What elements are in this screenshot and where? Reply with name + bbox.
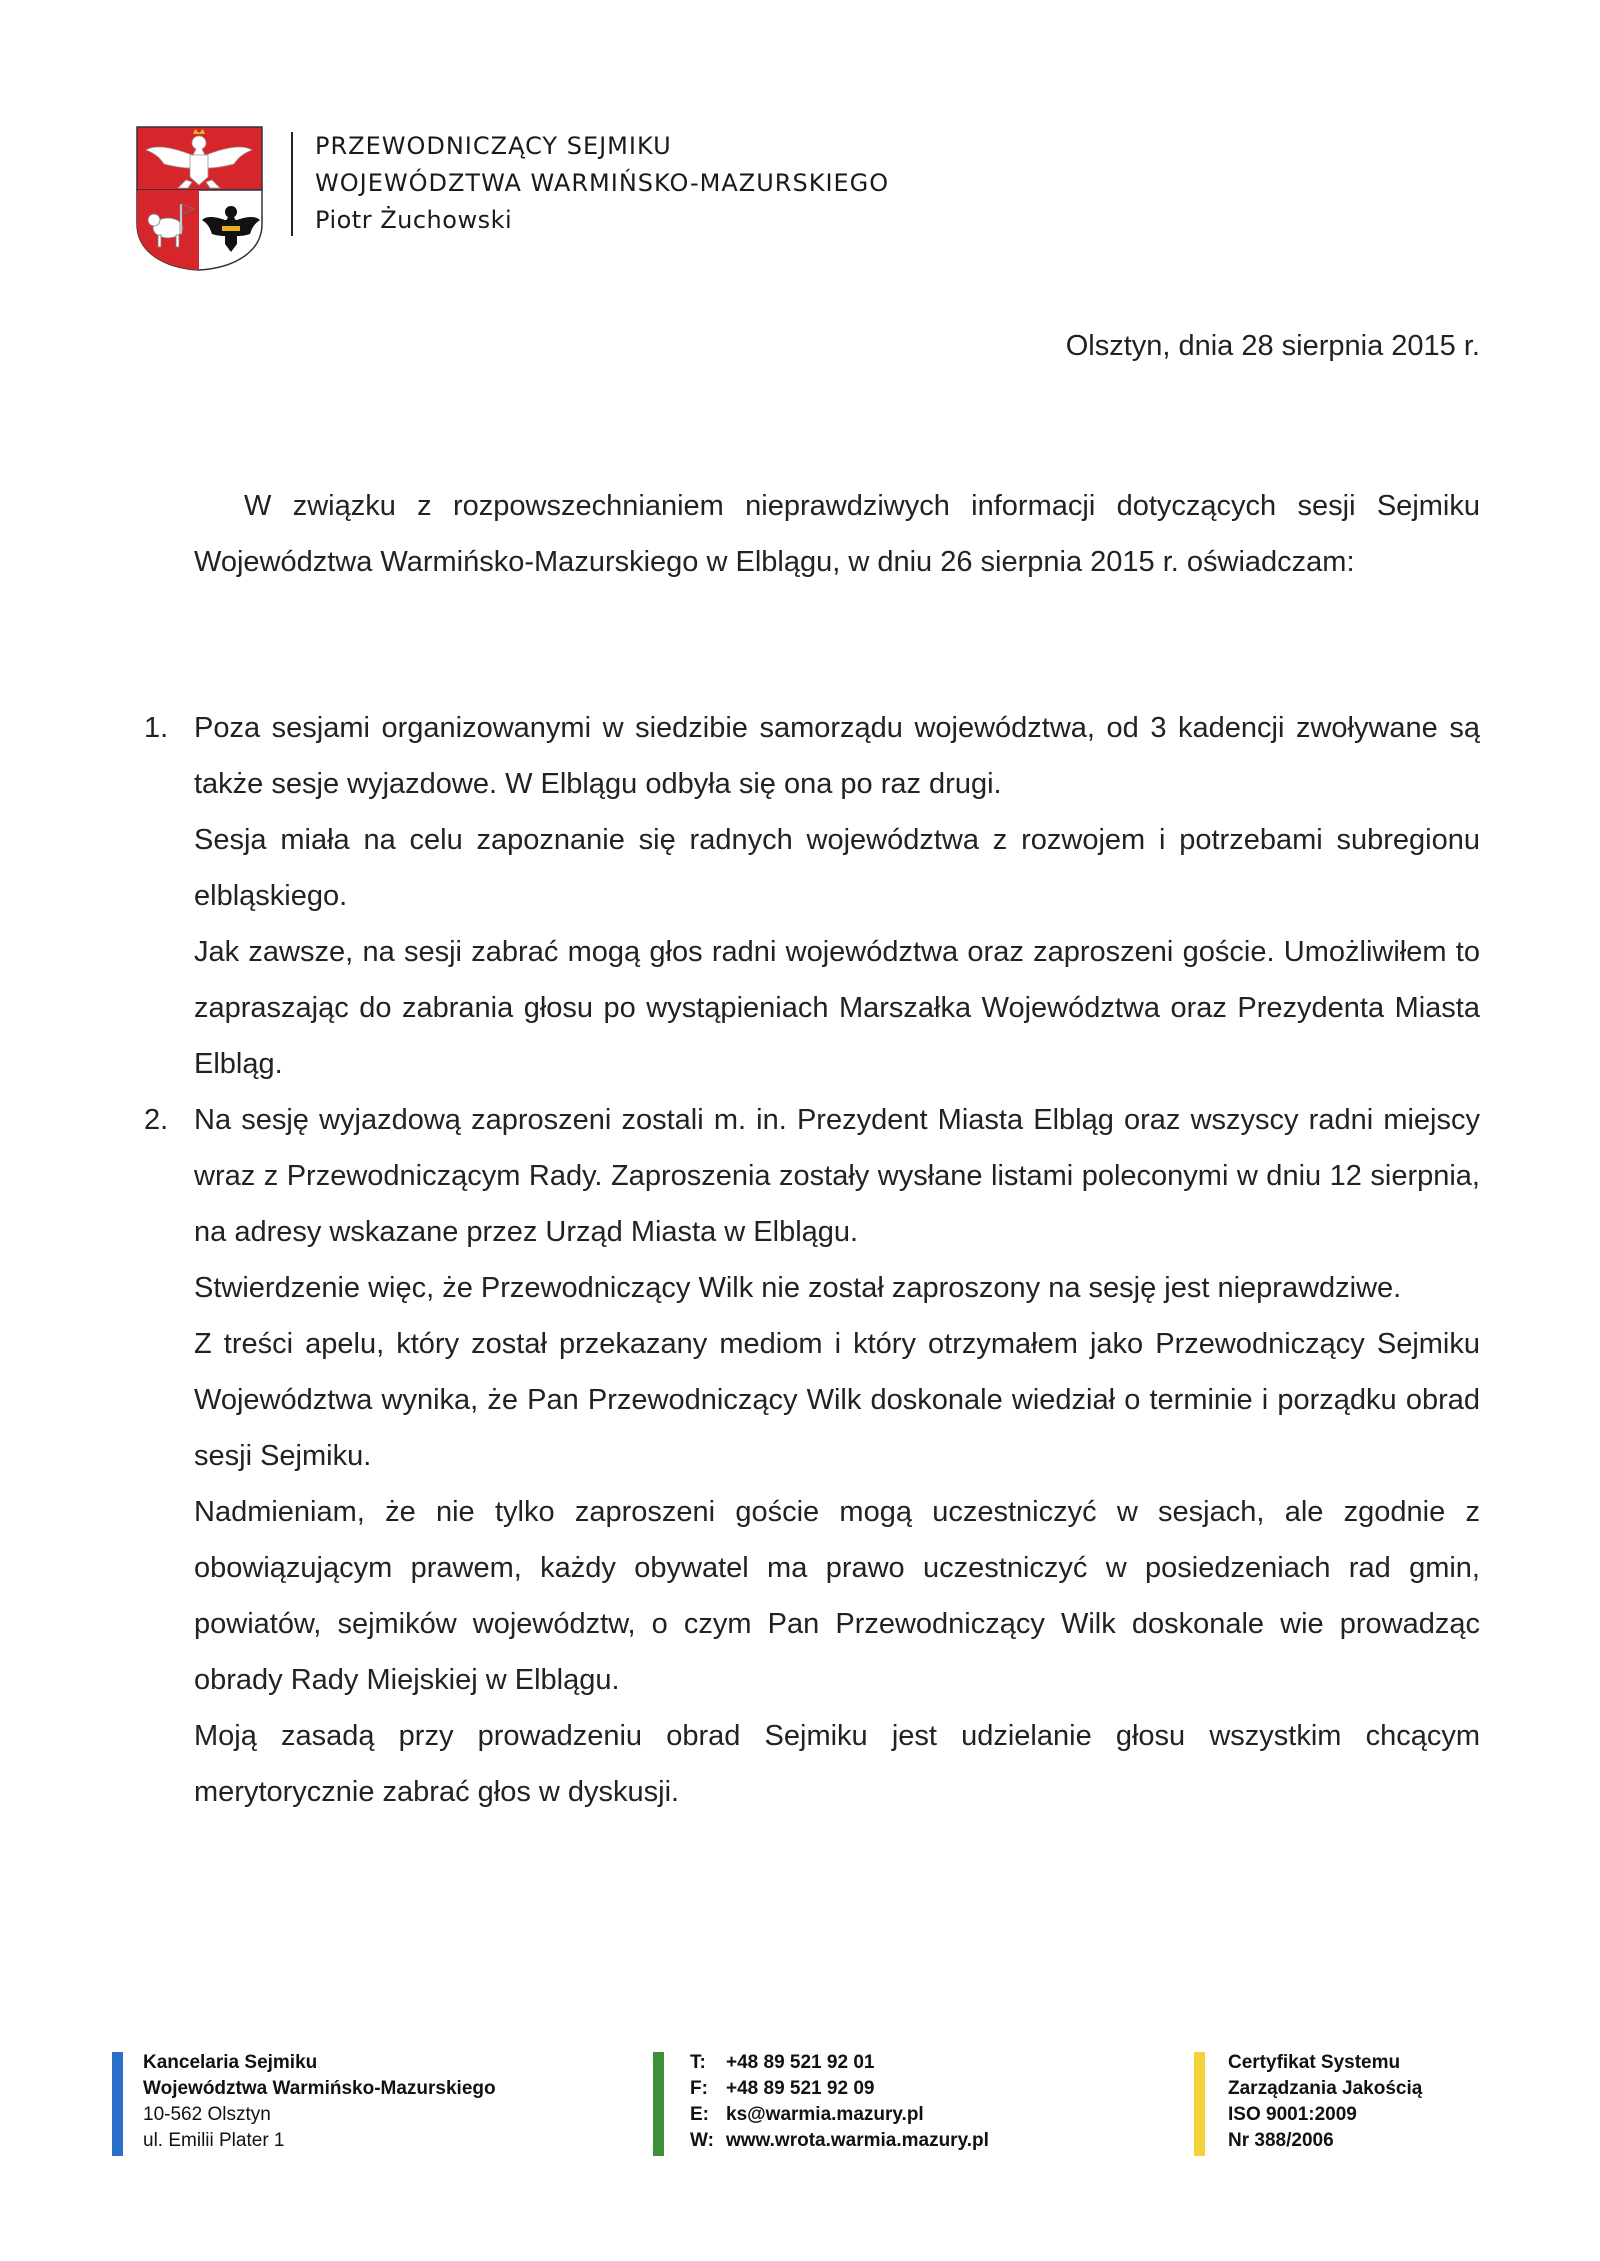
footer-yellow-bar xyxy=(1194,2052,1205,2156)
intro-paragraph: W związku z rozpowszechnianiem nieprawdziwych informacji dotyczących sesji Sejmiku Województwa Warmińsko-Mazurskiego w Elblągu, w dniu 26 sierpnia 2015 r. oświadczam: xyxy=(194,490,1480,578)
cert-line4: Nr 388/2006 xyxy=(1228,2130,1334,2151)
cert-line3: ISO 9001:2009 xyxy=(1228,2104,1357,2125)
paragraph: Na sesję wyjazdową zaproszeni zostali m. in. Prezydent Miasta Elbląg oraz wszyscy radni miejscy wraz z Przewodniczącym Rady. Zaproszenia zostały wysłane listami poleconymi w dniu 12 sierpnia, na adresy wskazane przez Urząd Miasta w Elblągu. xyxy=(194,1104,1480,1248)
list-number: 2. xyxy=(144,1104,169,1136)
footer-blue-bar xyxy=(112,2052,123,2156)
web-value: www.wrota.warmia.mazury.pl xyxy=(726,2130,989,2151)
footer-green-bar xyxy=(653,2052,664,2156)
email-value: ks@warmia.mazury.pl xyxy=(726,2104,924,2125)
paragraph: Stwierdzenie więc, że Przewodniczący Wilk nie został zaproszony na sesję jest nieprawdziwe. xyxy=(194,1272,1402,1304)
footer-certificate xyxy=(1228,2050,1422,2154)
phone-value: +48 89 521 92 01 xyxy=(726,2052,875,2073)
paragraph: Z treści apelu, który został przekazany mediom i który otrzymałem jako Przewodniczący Sejmiku Województwa wynika, że Pan Przewodniczący Wilk doskonale wiedział o terminie i porządku obrad sesji Sejmiku. xyxy=(194,1328,1480,1472)
paragraph: Jak zawsze, na sesji zabrać mogą głos radni województwa oraz zaproszeni goście. Umożliwiłem to zapraszając do zabrania głosu po wystąpieniach Marszałka Województwa oraz Prezydenta Miasta Elbląg. xyxy=(194,936,1480,1080)
intro-section xyxy=(194,478,1480,590)
coat-of-arms-icon xyxy=(134,124,265,272)
office-line3: 10-562 Olsztyn xyxy=(143,2104,271,2125)
header-title-line2: WOJEWÓDZTWA WARMIŃSKO-MAZURSKIEGO xyxy=(315,169,890,197)
paragraph: Poza sesjami organizowanymi w siedzibie samorządu województwa, od 3 kadencji zwoływane są także sesje wyjazdowe. W Elblągu odbyła się ona po raz drugi. xyxy=(194,712,1480,800)
header-title-line1: PRZEWODNICZĄCY SEJMIKU xyxy=(315,132,672,160)
email-label: E: xyxy=(690,2104,709,2125)
paragraph: Nadmieniam, że nie tylko zaproszeni goście mogą uczestniczyć w sesjach, ale zgodnie z obowiązującym prawem, każdy obywatel ma prawo uczestniczyć w posiedzeniach rad gmin, powiatów, sejmików województw, o czym Pan Przewodniczący Wilk doskonale wie prowadząc obrady Rady Miejskiej w Elblągu. xyxy=(194,1496,1480,1696)
header-name: Piotr Żuchowski xyxy=(315,206,513,234)
footer-contact xyxy=(690,2050,989,2154)
list-item xyxy=(144,1092,1480,1820)
statement-list xyxy=(144,700,1480,1820)
paragraph: Sesja miała na celu zapoznanie się radnych województwa z rozwojem i potrzebami subregionu elbląskiego. xyxy=(194,824,1480,912)
cert-line2: Zarządzania Jakością xyxy=(1228,2078,1423,2099)
phone-label: T: xyxy=(690,2052,706,2073)
fax-label: F: xyxy=(690,2078,708,2099)
office-line1: Kancelaria Sejmiku xyxy=(143,2052,318,2073)
letterhead xyxy=(315,128,889,239)
web-label: W: xyxy=(690,2130,714,2151)
office-line2: Województwa Warmińsko-Mazurskiego xyxy=(143,2078,496,2099)
letter-date: Olsztyn, dnia 28 sierpnia 2015 r. xyxy=(1065,330,1480,362)
list-number: 1. xyxy=(144,712,169,744)
office-line4: ul. Emilii Plater 1 xyxy=(143,2130,285,2151)
list-item xyxy=(144,700,1480,1092)
fax-value: +48 89 521 92 09 xyxy=(726,2078,875,2099)
paragraph: Moją zasadą przy prowadzeniu obrad Sejmiku jest udzielanie głosu wszystkim chcącym merytorycznie zabrać głos w dyskusji. xyxy=(194,1720,1480,1808)
header-divider xyxy=(291,132,293,236)
cert-line1: Certyfikat Systemu xyxy=(1228,2052,1401,2073)
footer-office xyxy=(143,2050,496,2154)
footer xyxy=(0,2052,1600,2162)
